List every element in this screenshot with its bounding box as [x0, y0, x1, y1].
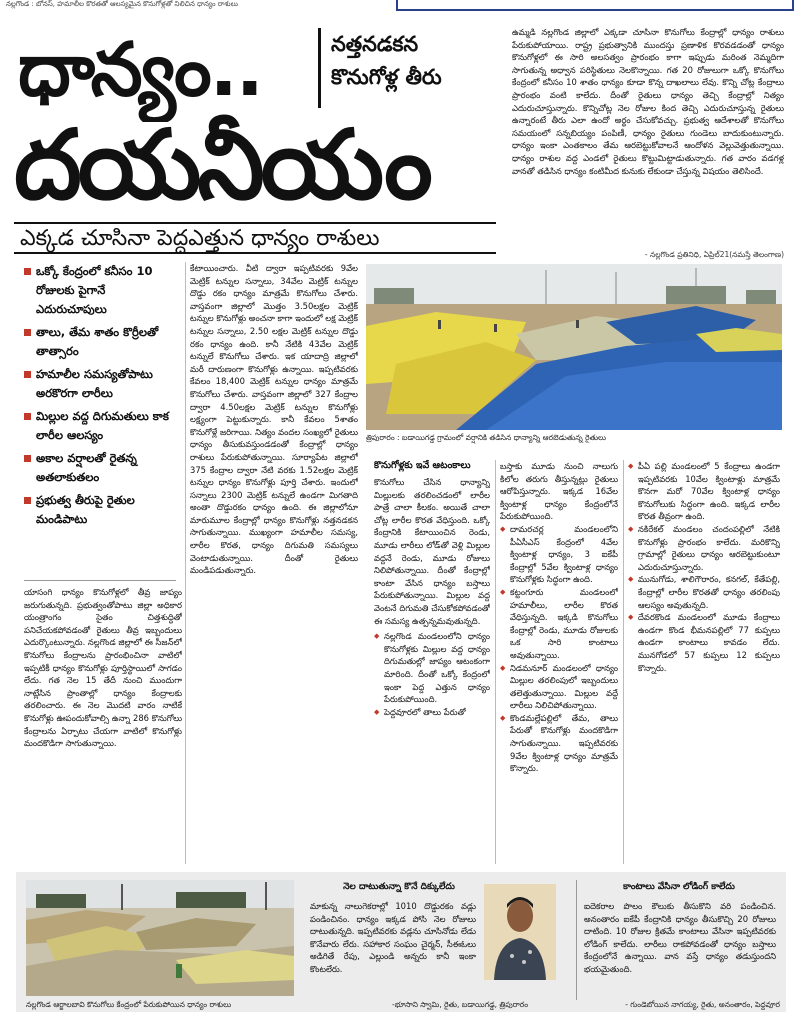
body-column-c2: [500, 460, 618, 864]
list-item: ◆ నిడమనూర్ మండలంలో ధాన్యం మిల్లుల తరలింపులో ఇబ్బందులు తలెత్తుతున్నాయి. మిల్లుల వద్దే లారీలు నిలిచిపోతున్నాయి.: [500, 662, 618, 712]
bullet-item: హమాలీల సమస్యతోపాటు అరకొరగా లారీలు: [24, 365, 176, 403]
bullets-divider: [24, 580, 176, 581]
column-divider: [576, 880, 577, 1000]
deck-line-1: నత్తనడకన: [331, 32, 419, 56]
column-divider: [185, 262, 186, 864]
farmer-1-credit: -భూసాని స్వామి, రైతు, బడాయిగడ్డ, త్రిపురారం: [392, 1000, 529, 1009]
body-column-left: యాసంగి ధాన్యం కొనుగోళ్లలో తీవ్ర జాప్యం జరుగుతున్నది. ప్రభుత్వంతోపాటు జిల్లా అధికార యంత్రాంగం సైతం చిత్తశుద్ధితో పనిచేయకపోవడంతో రైతులు తీవ్ర ఇబ్బందులు ఎదుర్కొంటున్నారు. నల్లగొండ జిల్లాలో ఈ సీజన్‌లో కొనుగోలు కేంద్రాలను ప్రారంభించినా వాటిలో ఇప్పటికీ ధాన్యం కొనుగోళ్లు పూర్తిస్థాయిలో సాగడం లేదు. గత నెల 15 తేదీ నుంచి ముందుగా నాట్లేసిన ప్రాంతాల్లో ధాన్యం కేంద్రాలకు తరలించారు. ఈ నెల మొదటి వారం నాటికే కొనుగోళ్లు ఊపందుకోవాల్సి ఉన్నా 286 కొనుగోలు కేంద్రాలను ఏర్పాటు చేయగా వాటిలో కొనుగోళ్లు మందకొడిగా సాగుతున్నాయి.: [24, 587, 182, 749]
column-divider: [495, 460, 496, 864]
bullet-item: మిల్లుల వద్ద దిగుమతులు కాక లారీల ఆలస్యం: [24, 407, 176, 445]
grain-heaps-photo: [366, 264, 782, 430]
bottom-photo-caption: నల్లగొండ ఆర్జాలబావి కొనుగోలు కేంద్రంలో పేరుకుపోయిన ధాన్యం రాశులు: [26, 1000, 232, 1009]
sub-headline: ఎక్కడ చూసినా పెద్దఎత్తున ధాన్యం రాశులు: [14, 222, 496, 254]
headline-deck: [318, 28, 508, 108]
bullet-item: ప్రభుత్వ తీరుపై రైతుల మండిపాటు: [24, 491, 176, 529]
bullet-item: తాలు, తేమ శాతం కొర్రీలతో తాత్సారం: [24, 323, 176, 361]
list-item: ◆ దేవరకొండ మండలంలో మూడు కేంద్రాలు ఉండగా కొండ భీమనపల్లిలో 77 కుప్పలు ఉండగా కాంటాలు కావడం లేదు. మునగోడలో 57 కుప్పలు 12 కుప్పలు కొన్నారు.: [628, 611, 780, 674]
list-item: ◆ పీఏ పల్లి మండలంలో 5 కేంద్రాలు ఉండగా ఇప్పటివరకు 10వేల క్వింటాళ్లు మాత్రమే కొనగా మరో 70వేల క్వింటాళ్ల ధాన్యం కొనుగోలుకు సిద్ధంగా ఉంది. ఇక్కడ లారీల కొరత తీవ్రంగా ఉంది.: [628, 460, 780, 523]
farmer-2-credit: - గుండెబోయిన నాగయ్య, రైతు, అనంతారం, పెద్దవూర: [625, 1000, 780, 1009]
subhead-farmer-2: కాంటాలు వేసినా లోడింగ్ కాలేదు: [623, 882, 735, 892]
deck-line-2: కొనుగోళ్ల తీరు: [331, 65, 442, 89]
obstacles-paragraph: కొనుగోలు చేసిన ధాన్యాన్ని మిల్లులకు తరలించడంలో లారీల పాత్రే చాలా కీలకం. అయితే చాలా చోట్ల లారీల కొరత వేధిస్తుంది. ఒక్కో కేంద్రానికి కేటాయించిన రెండు, మూడు లారీలు లోడ్‌తో వెళ్లి మిల్లుల వద్దనే రెండు, మూడు రోజులు నిలిపోతున్నాయి. దీంతో కేంద్రాల్లో కాంటా వేసిన ధాన్యం బస్తాలు పేరుకుపోతున్నాయి. మిల్లుల వద్ద వెంటనే దిగుమతి చేసుకోకపోవడంతో ఈ సమస్య ఉత్పన్నమవుతున్నది.: [374, 477, 490, 626]
farmer-2-quote: ఐదెకరాల పొలం కౌలుకు తీసుకొని వరి పండించిన. అనంతారం ఐకేపీ కేంద్రానికి ధాన్యం తీసుకొచ్చి 20 రోజులు దాటింది. 10 రోజుల క్రితమే కాంటాలు వేసినా ఇప్పటివరకు లోడింగ్ కాలేదు. లారీలు రాకపోవడంతో ధాన్యం బస్తాలు కేంద్రంలోనే ఉన్నాయి. వాన వస్తే ధాన్యం తడుస్తుందని భయమైతుంది.: [584, 901, 776, 974]
body-column-c3: [628, 460, 780, 864]
main-photo-caption: త్రిపురారం : బడాయిగడ్డ గ్రామంలో వర్షానికి తడిసిన ధాన్యాన్ని ఆరబెడుతున్న రైతులు: [366, 433, 606, 442]
list-item: ◆ కట్టంగూరు మండలంలో హమాలీలు, లారీల కొరత వేధిస్తున్నది. ఇక్కడి కొనుగోలు కేంద్రాల్లో రెండు, మూడు రోజులకు ఒక సారి కాంటాలు అవుతున్నాయి.: [500, 586, 618, 662]
farmer-1-quote: మాకున్న నాలుగెకరాల్లో 1010 దొడ్డురకం వడ్లు పండించినం. ధాన్యం ఇక్కడ పోసి నెల రోజులు దాటుతున్నది. ఇప్పటివరకు వడ్లను చూసినోడు లేడు కొనేవారు లేరు. సహాకార సంఘం చైర్మన్, సీఈఓలు అడిగితే రేపు, ఎల్లుండి అన్నరు కానీ ఇంకా కొంటలేరు.: [310, 901, 476, 974]
headline-line-2: దయనీయం: [14, 110, 429, 220]
column-divider: [623, 460, 624, 864]
list-item: ◆ కొండమల్లేపల్లిలో తేమ, తాలు పేరుతో కొనుగోళ్లు మందకొడిగా సాగుతున్నాయి. ఇప్పటివరకు 9వేల క్వింటాళ్ల ధాన్యం మాత్రమే కొన్నారు.: [500, 712, 618, 775]
highlight-bullets: [24, 262, 176, 574]
list-item: ◆ మునుగోడు, శాలిగౌరారం, కనగల్, కేతేపల్లి, కేంద్రాల్లో లారీల కొరతతో ధాన్యం తరలింపు ఆలస్యం అవుతున్నది.: [628, 573, 780, 611]
list-item: ◆ నల్లగొండ మండలంలోని ధాన్యం కొనుగోళ్లకు మిల్లుల వద్ద ధాన్యం దిగుమతుల్లో జాప్యం ఆటంకంగా మారింది. దీంతో ఒక్కో కేంద్రంలో ఇంకా పెద్ద ఎత్తున ధాన్యం పేరుకుపోయింది.: [374, 630, 490, 706]
intro-paragraph: ఉమ్మడి నల్లగొండ జిల్లాలో ఎక్కడా చూసినా కొనుగోలు కేంద్రాల్లో ధాన్యం రాశులు పేరుకుపోయాయి. రాష్ట్ర ప్రభుత్వానికి ముందస్తు ప్రణాళిక కొరవడడంతో ధాన్యం కొనుగోళ్లలో ఈ సారి అలసత్వం ప్రారంభం కాగా ఇప్పుడు మరింత నెమ్మదిగా సాగుతున్న అధ్వాన పరిస్థితులు నెలకొన్నాయి. గత 20 రోజులుగా ఒక్కో కొనుగోలు కేంద్రంలో కనీసం 10 శాతం ధాన్యం కూడా కొన్న దాఖలాలు లేవు. కొన్ని చోట్ల కేంద్రాలు ప్రారంభం వంటి కాలేదు. దీంతో రైతులు ధాన్యం తెచ్చి కేంద్రాల్లో నిత్యం ఎదురుచూస్తున్నారు. కొన్నిచోట్ల నెల రోజుల కింద తెచ్చి ఎదురుచూస్తున్న రైతులు ఉన్నారంటే తీరు ఎలా ఉందో అర్థం చేసుకోవచ్చు. ప్రభుత్వ ఆదేశాలతో కొనుగోలు సమయంలో సన్నబియ్యం పంపిణీ, ధాన్యం రైతులు గుండెలు బాదుకుంటున్నారు. ధాన్యం ఇంకా ఎంతకాలం తేమ ఆరబెట్టుకోవాలనే ఆందోళన వెల్లువెత్తుతున్నాయి. ధాన్యం రాశుల వద్ద ఎండలో రైతులు కొట్టుమిట్టాడుతున్నారు. గత వారం వడగళ్ల వానతో తడిసిన ధాన్యం కంటిమీద కునుకు లేకుండా చేస్తున్న విషయం తెలిసిందే.: [512, 27, 784, 176]
list-item: ◆ నకిరేకల్ మండలం చందంపల్లిలో నేటికి కొనుగోళ్లు ప్రారంభం కాలేదు. మరికొన్ని గ్రామాల్లో రైతులు ధాన్యం ఆరబెట్టుకుంటూ ఎదురుచూస్తున్నారు.: [628, 523, 780, 573]
dateline-credit: - నల్లగొండ ప్రతినిధి, ఏప్రిల్21(నమస్తే తెలంగాణ): [644, 250, 784, 259]
subhead-obstacles: కొనుగోళ్లకు ఇవే ఆటంకాలు: [374, 460, 471, 471]
subhead-farmer-1: నెల దాటుతున్నా కొనే దిక్కులేదు: [343, 882, 455, 892]
headline-line-1: ధాన్యం..: [18, 27, 262, 113]
bullet-item: ఒక్కో కేంద్రంలో కనీసం 10 రోజులకు పైగానే ఎదురుచూపులు: [24, 262, 176, 319]
masthead-box: [396, 0, 794, 11]
purchase-centre-photo: [26, 880, 294, 996]
bullet-item: అకాల వర్షాలతో రైతన్న అతలాకుతలం: [24, 449, 176, 487]
farmer-portrait-photo: [484, 884, 556, 980]
list-item: ◆ పెద్దవూరలో తాలు పేరుతో: [374, 706, 490, 719]
top-strip-caption: నల్లగొండ : బోనస్, హమాలీల కొరతతో ఆలస్యమైన కొనుగోళ్లతో నిలిచిన ధాన్యం రాశులు: [6, 0, 238, 8]
body-column-c1: [374, 476, 490, 864]
body-column-middle: కేటాయించారు. వీటి ద్వారా ఇప్పటివరకు 9వేల మెట్రిక్ టన్నుల సన్నాలు, 34వేల మెట్రిక్ టన్నుల దొడ్డు రకం ధాన్యం మాత్రమే కొనుగోలు చేశారు. వాస్తవంగా జిల్లాలో మొత్తం 3.50లక్షల మెట్రిక్ టన్నుల కొనుగోళ్లు అంచనా కాగా ఇందులో లక్ష మెట్రిక్ టన్నుల సన్నాలు, 2.50 లక్షల మెట్రిక్ టన్నుల దొడ్డు రకం ధాన్యం ఉంది. కానీ నేటికి 43వేల మెట్రిక్ టన్నులే కొనుగోలు చేశారు. ఇక యాదాద్రి జిల్లాలో మరీ దారుణంగా కొనుగోళ్లు ఉన్నాయి. ఇప్పటివరకు కేవలం 18,400 మెట్రిక్ టన్నుల ధాన్యం మాత్రమే కొనుగోలు చేశారు. వాస్తవంగా జిల్లాలో 327 కేంద్రాల ద్వారా 4.50లక్షల మెట్రిక్ టన్నుల కొనుగోళ్లు లక్ష్యంగా పెట్టుకున్నారు. కానీ కేవలం 5శాతం కొనుగోళ్లే జరిగాయి. నిత్యం వందల సంఖ్యలో రైతులు ధాన్యం తీసుకువస్తుండడంతో కేంద్రాల్లో ధాన్యం రాశులు పేరుకుపోతున్నాయి. సూర్యాపేట జిల్లాలో 375 కేంద్రాల ద్వారా నేటి వరకు 1.52లక్షల మెట్రిక్ టన్నుల ధాన్యం కొనుగోళ్లు పూర్తి చేశారు. ఇందులో సన్నాలు 2300 మెట్రిక్ టన్నులే ఉండగా మిగతాది అంతా దొడ్డురకం ధాన్యం ఉంది. ఈ జిల్లాలోనూ మారుమూల కేంద్రాల్లో ధాన్యం కొనుగోళ్లు నత్తనడకన సాగుతున్నాయి. ముఖ్యంగా హమాలీల సమస్య, లారీల కొరత, ధాన్యం దిగుమతి సమస్యలు వెంటాడుతున్నాయి. దీంతో రైతులు మండిపడుతున్నారు.: [190, 263, 358, 576]
list-lead: బస్తాకు మూడు నుంచి నాలుగు కిలోల తరుగు తీస్తున్నట్లు రైతులు ఆరోపిస్తున్నారు. ఇక్కడ 16వేల క్వింటాళ్ల ధాన్యం కేంద్రంలోనే పేరుకుపోయింది.: [500, 461, 618, 522]
list-item: ◆ దామరచర్ల మండలంలోని పీఏసీఎస్ కేంద్రంలో 4వేల క్వింటాళ్ల ధాన్యం, 3 ఐకేపీ కేంద్రాల్లో 5వేల క్వింటాళ్ల ధాన్యం కొనుగోళ్లకు సిద్ధంగా ఉంది.: [500, 523, 618, 586]
